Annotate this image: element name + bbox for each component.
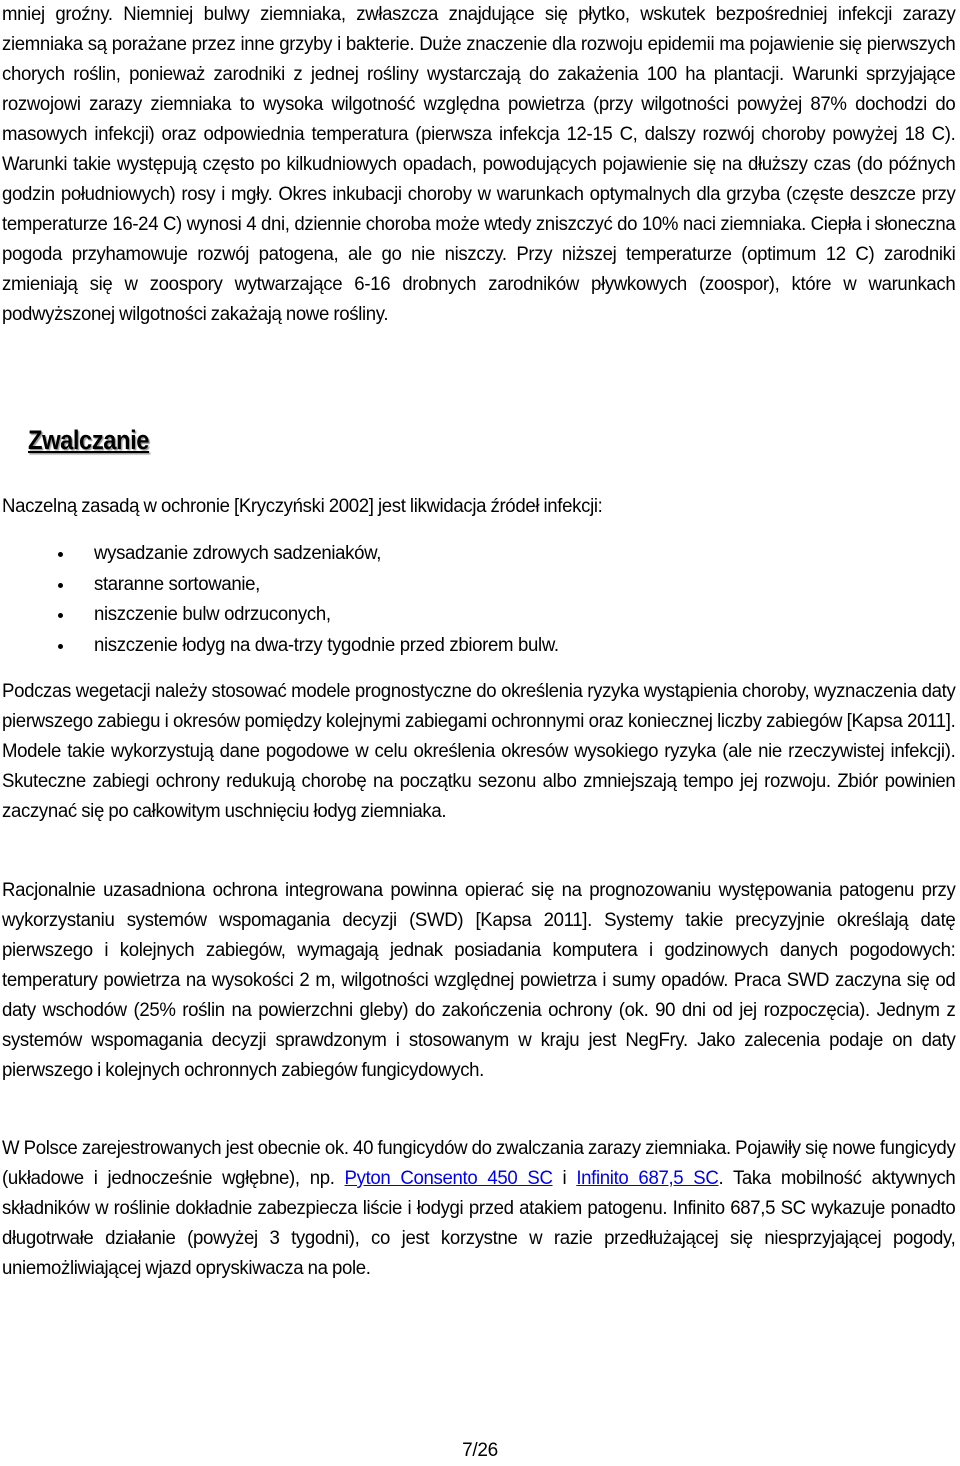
list-item-text: niszczenie łodyg na dwa-trzy tygodnie przed zbiorem bulw. [94,634,559,656]
bullet-icon [58,613,63,618]
list-item-text: niszczenie bulw odrzuconych, [94,604,331,625]
paragraph-text: i [552,1168,577,1189]
paragraph-forecast-models: Podczas wegetacji należy stosować modele prognostyczne do określenia ryzyka wystąpienia choroby, wyznaczenia daty pierwszego zabiegu i okresów pomiędzy kolejnymi zabiegami ochronnymi oraz koniecznej liczby zabiegów [Kapsa 2011]. Modele takie wykorzystują dane pogodowe w celu określenia okresów wysokiego ryzyka (ale nie rzeczywistej infekcji). Skuteczne zabiegi ochrony redukują chorobę na początku sezonu albo zmniejszają tempo jej rozwoju. Zbiór powinien zaczynać się po całkowitym uschnięciu łodyg ziemniaka. [2,681,956,822]
bullet-icon [58,644,63,649]
paragraph-decision-support-systems: Racjonalnie uzasadniona ochrona integrowana powinna opierać się na prognozowaniu występowania patogenu przy wykorzystaniu systemów wspomagania decyzji (SWD) [Kapsa 2011]. Systemy takie precyzyjnie określają datę pierwszego i kolejnych zabiegów, wymagają jednak posiadania komputera i godzinowych danych pogodowych: temperatury powietrza na wysokości 2 m, wilgotności względnej powietrza i sumy opadów. Praca SWD zaczyna się od daty wschodów (25% roślin na powierzchni gleby) do zakończenia ochrony (ok. 90 dni od jej rozpoczęcia). Jednym z systemów wspomagania decyzji sprawdzonym i stosowanym w kraju jest NegFry. Jako zalecenia podaje on daty pierwszego i kolejnych ochronnych zabiegów fungicydowych. [2,880,956,1081]
page-number: 7/26 [462,1440,498,1461]
section-heading-zwalczanie: Zwalczanie [28,425,150,455]
list-item-text: staranne sortowanie, [94,573,260,595]
bullet-icon [58,583,63,588]
paragraph-text: W Polsce zarejestrowanych jest obecnie ok. 40 fungicydów do zwalczania zarazy ziemniaka. Pojawiły się nowe fungicydy (układowe i jednocześnie wgłębne), np. [2,1138,956,1189]
bullet-icon [58,552,63,557]
link-pyton-consento[interactable]: Pyton Consento 450 SC [344,1168,553,1189]
paragraph-late-blight-conditions: mniej groźny. Niemniej bulwy ziemniaka, zwłaszcza znajdujące się płytko, wskutek bezpośredniej infekcji zarazy ziemniaka są porażane przez inne grzyby i bakterie. Duże znaczenie dla rozwoju epidemii ma pojawienie się pierwszych chorych roślin, ponieważ zarodniki z jednej rośliny wystarczają do zakażenia 100 ha plantacji. Warunki sprzyjające rozwojowi zarazy ziemniaka to wysoka wilgotność względna powietrza (przy wilgotności powyżej 87% dochodzi do masowych infekcji) oraz odpowiednia temperatura (pierwsza infekcja 12-15 C, dalszy rozwój choroby powyżej 18 C). Warunki takie występują często po kilkudniowych opadach, powodujących pojawienie się na dłuższy czas (do późnych godzin południowych) rosy i mgły. Okres inkubacji choroby w warunkach optymalnych dla grzyba (częste deszcze przy temperaturze 16-24 C) wynosi 4 dni, dziennie choroba może wtedy zniszczyć do 10% naci ziemniaka. Ciepła i słoneczna pogoda przyhamowuje rozwój patogena, ale go nie niszczy. Przy niższej temperaturze (optimum 12 C) zarodniki zmieniają się w zoospory wytwarzające 6-16 drobnych zarodników pływkowych (zoospor), które w warunkach podwyższonej wilgotności zakażają nowe rośliny. [2,4,956,325]
link-infinito[interactable]: Infinito 687,5 SC [576,1168,719,1189]
paragraph-fungicides [2,1134,955,1284]
list-item-text: wysadzanie zdrowych sadzeniaków, [94,543,382,564]
paragraph-protection-principle: Naczelną zasadą w ochronie [Kryczyński 2002] jest likwidacja źródeł infekcji: [2,496,603,517]
paragraph-text: . Taka mobilność aktywnych składników w roślinie dokładnie zabezpiecza liście i łodygi przed atakiem patogenu. Infinito 687,5 SC wykazuje ponadto długotrwałe działanie (powyżej 3 tygodni), co jest korzystne w razie przedłużającej się niesprzyjającej pogody, uniemożliwiającej wjazd opryskiwacza na pole. [2,1168,956,1279]
